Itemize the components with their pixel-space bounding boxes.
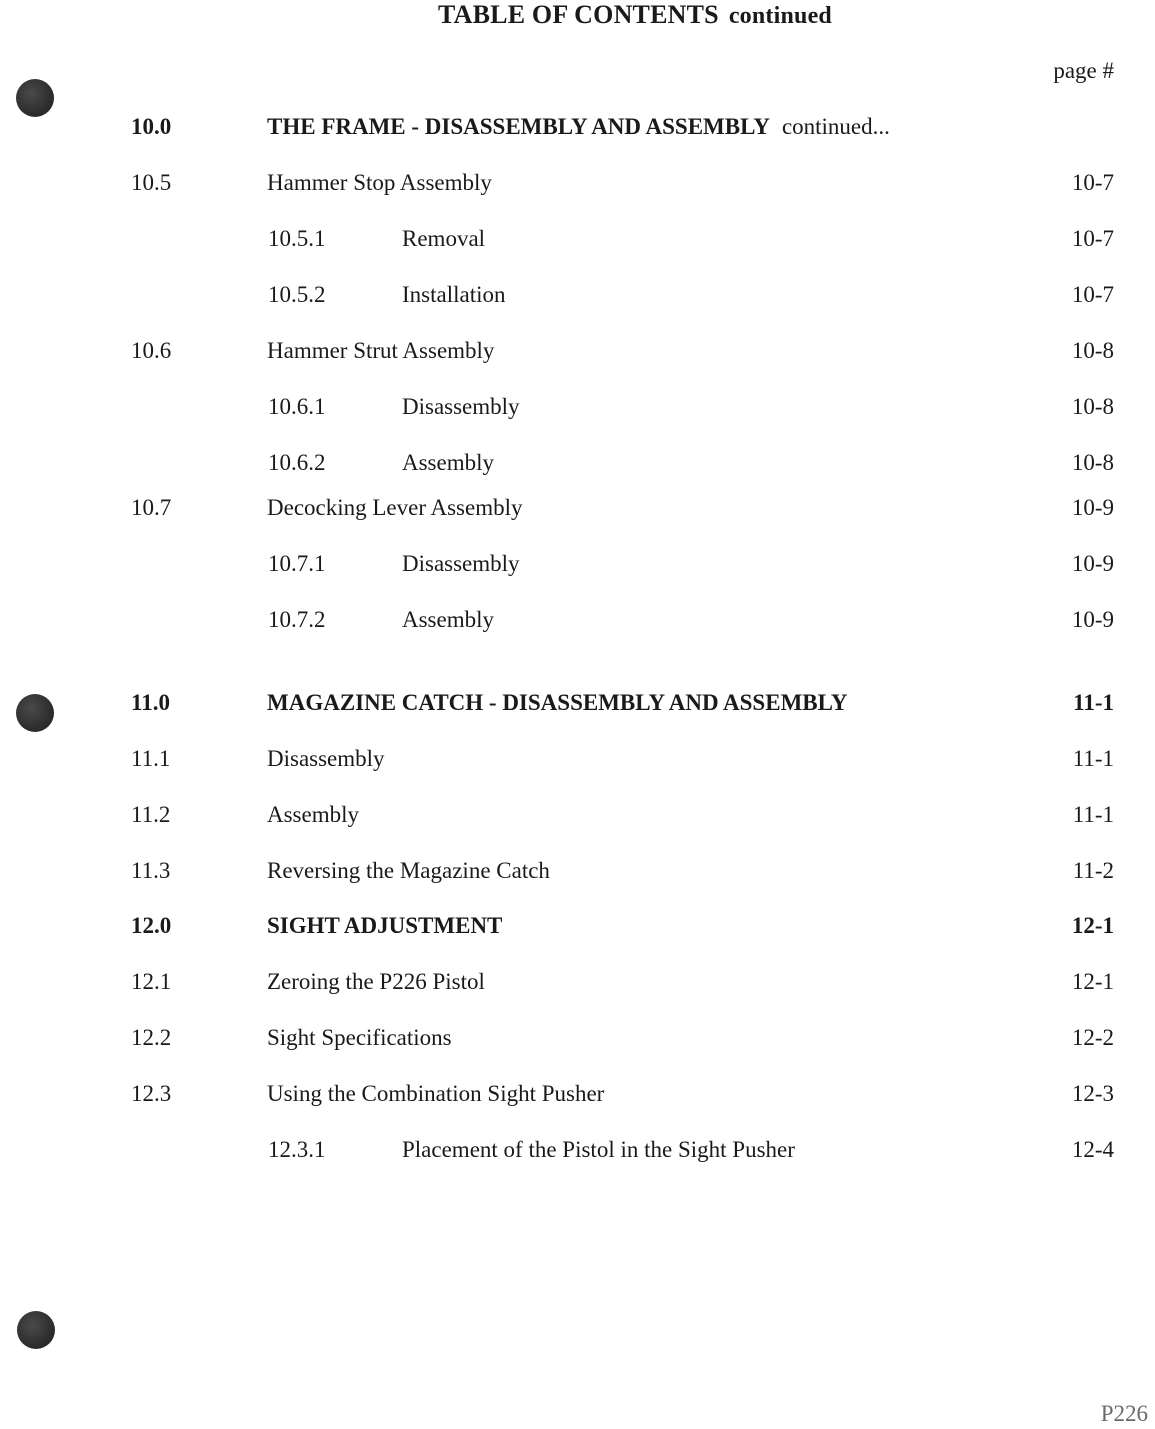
toc-entry-title: Assembly [267, 802, 359, 827]
toc-entry-page: 10-8 [1071, 450, 1114, 475]
toc-entry-title: Using the Combination Sight Pusher [267, 1081, 605, 1106]
toc-entry [0, 1137, 1155, 1167]
toc-entry-page: 10-7 [1071, 170, 1114, 195]
toc-entry-page: 12-1 [1071, 969, 1114, 994]
toc-entry [0, 607, 1155, 637]
toc-entry-page: 10-9 [1071, 607, 1114, 632]
toc-entry-title: Hammer Strut Assembly [267, 338, 495, 363]
toc-entry-number: 10.6.1 [268, 394, 326, 419]
toc-entry-page: 11-2 [1072, 858, 1114, 883]
toc-entry [0, 394, 1155, 424]
toc-entry-number: 11.0 [131, 690, 170, 715]
toc-entry-number: 10.7.1 [268, 551, 326, 576]
toc-entry [0, 170, 1155, 200]
toc-entry-title: Disassembly [402, 394, 520, 419]
toc-entry-number: 10.5 [131, 170, 172, 195]
binder-hole-bottom [17, 1311, 55, 1349]
toc-entry [0, 551, 1155, 581]
toc-entry-page: 10-9 [1071, 551, 1114, 576]
toc-entry-number: 10.5.2 [268, 282, 326, 307]
toc-entry-number: 10.6 [131, 338, 172, 363]
toc-entry [0, 226, 1155, 256]
toc-entry-page: 12-3 [1071, 1081, 1114, 1106]
document-footer-mark: P226 [1100, 1401, 1148, 1426]
toc-entry-title-text: THE FRAME - DISASSEMBLY AND ASSEMBLY [267, 114, 770, 139]
toc-entry [0, 746, 1155, 776]
toc-entry-number: 11.3 [131, 858, 171, 883]
toc-entry [0, 802, 1155, 832]
toc-entry [0, 690, 1155, 720]
toc-entry-title: Reversing the Magazine Catch [267, 858, 550, 883]
toc-entry-number: 12.2 [131, 1025, 172, 1050]
toc-entry-page: 10-9 [1071, 495, 1114, 520]
toc-entry [0, 969, 1155, 999]
toc-entry-page: 10-8 [1071, 394, 1114, 419]
toc-entry [0, 1081, 1155, 1111]
toc-entry-title: Placement of the Pistol in the Sight Pusher [402, 1137, 795, 1162]
toc-entry [0, 282, 1155, 312]
toc-entry-number: 10.6.2 [268, 450, 326, 475]
toc-entry-title: MAGAZINE CATCH - DISASSEMBLY AND ASSEMBLY [267, 690, 848, 715]
toc-entry [0, 338, 1155, 368]
toc-entry-number: 10.0 [131, 114, 172, 139]
toc-entry-page: 12-2 [1071, 1025, 1114, 1050]
toc-entry-number: 10.7 [131, 495, 172, 520]
toc-entry-title: Disassembly [267, 746, 385, 771]
toc-entry-page: 11-1 [1072, 802, 1114, 827]
toc-entry-page: 10-7 [1071, 226, 1114, 251]
toc-entry [0, 858, 1155, 888]
toc-entry-number: 10.7.2 [268, 607, 326, 632]
toc-entry-page: 10-7 [1071, 282, 1114, 307]
toc-entry [0, 450, 1155, 480]
page-title [0, 0, 1155, 30]
toc-entry-title [267, 114, 890, 140]
toc-entry-title: Zeroing the P226 Pistol [267, 969, 485, 994]
toc-entry [0, 913, 1155, 943]
toc-entry-number: 11.2 [131, 802, 171, 827]
toc-entry-continued: continued... [781, 114, 890, 139]
toc-entry-page: 11-1 [1072, 746, 1114, 771]
toc-entry-number: 12.3.1 [268, 1137, 326, 1162]
binder-hole-top [16, 79, 54, 117]
toc-entry-title: Installation [402, 282, 506, 307]
toc-entry-title: Decocking Lever Assembly [267, 495, 523, 520]
toc-entry [0, 1025, 1155, 1055]
toc-entry-page: 10-8 [1071, 338, 1114, 363]
toc-entry-page: 12-1 [1071, 913, 1114, 938]
toc-entry-number: 12.1 [131, 969, 172, 994]
page-title-text: TABLE OF CONTENTS [438, 0, 719, 29]
toc-entry-title: Sight Specifications [267, 1025, 452, 1050]
toc-entry-number: 12.3 [131, 1081, 172, 1106]
toc-entry-page: 12-4 [1071, 1137, 1114, 1162]
toc-entry-number: 12.0 [131, 913, 172, 938]
toc-entry [0, 114, 1155, 144]
toc-entry-title: Assembly [402, 450, 494, 475]
page-number-column-label: page # [1053, 58, 1114, 83]
page-title-suffix: continued [728, 3, 832, 29]
toc-entry-title: SIGHT ADJUSTMENT [267, 913, 503, 938]
toc-entry [0, 495, 1155, 525]
toc-entry-title: Disassembly [402, 551, 520, 576]
toc-entry-title: Assembly [402, 607, 494, 632]
toc-entry-title: Removal [402, 226, 486, 251]
toc-entry-page: 11-1 [1073, 690, 1114, 715]
toc-entry-number: 10.5.1 [268, 226, 326, 251]
toc-entry-title: Hammer Stop Assembly [267, 170, 492, 195]
toc-entry-number: 11.1 [131, 746, 171, 771]
